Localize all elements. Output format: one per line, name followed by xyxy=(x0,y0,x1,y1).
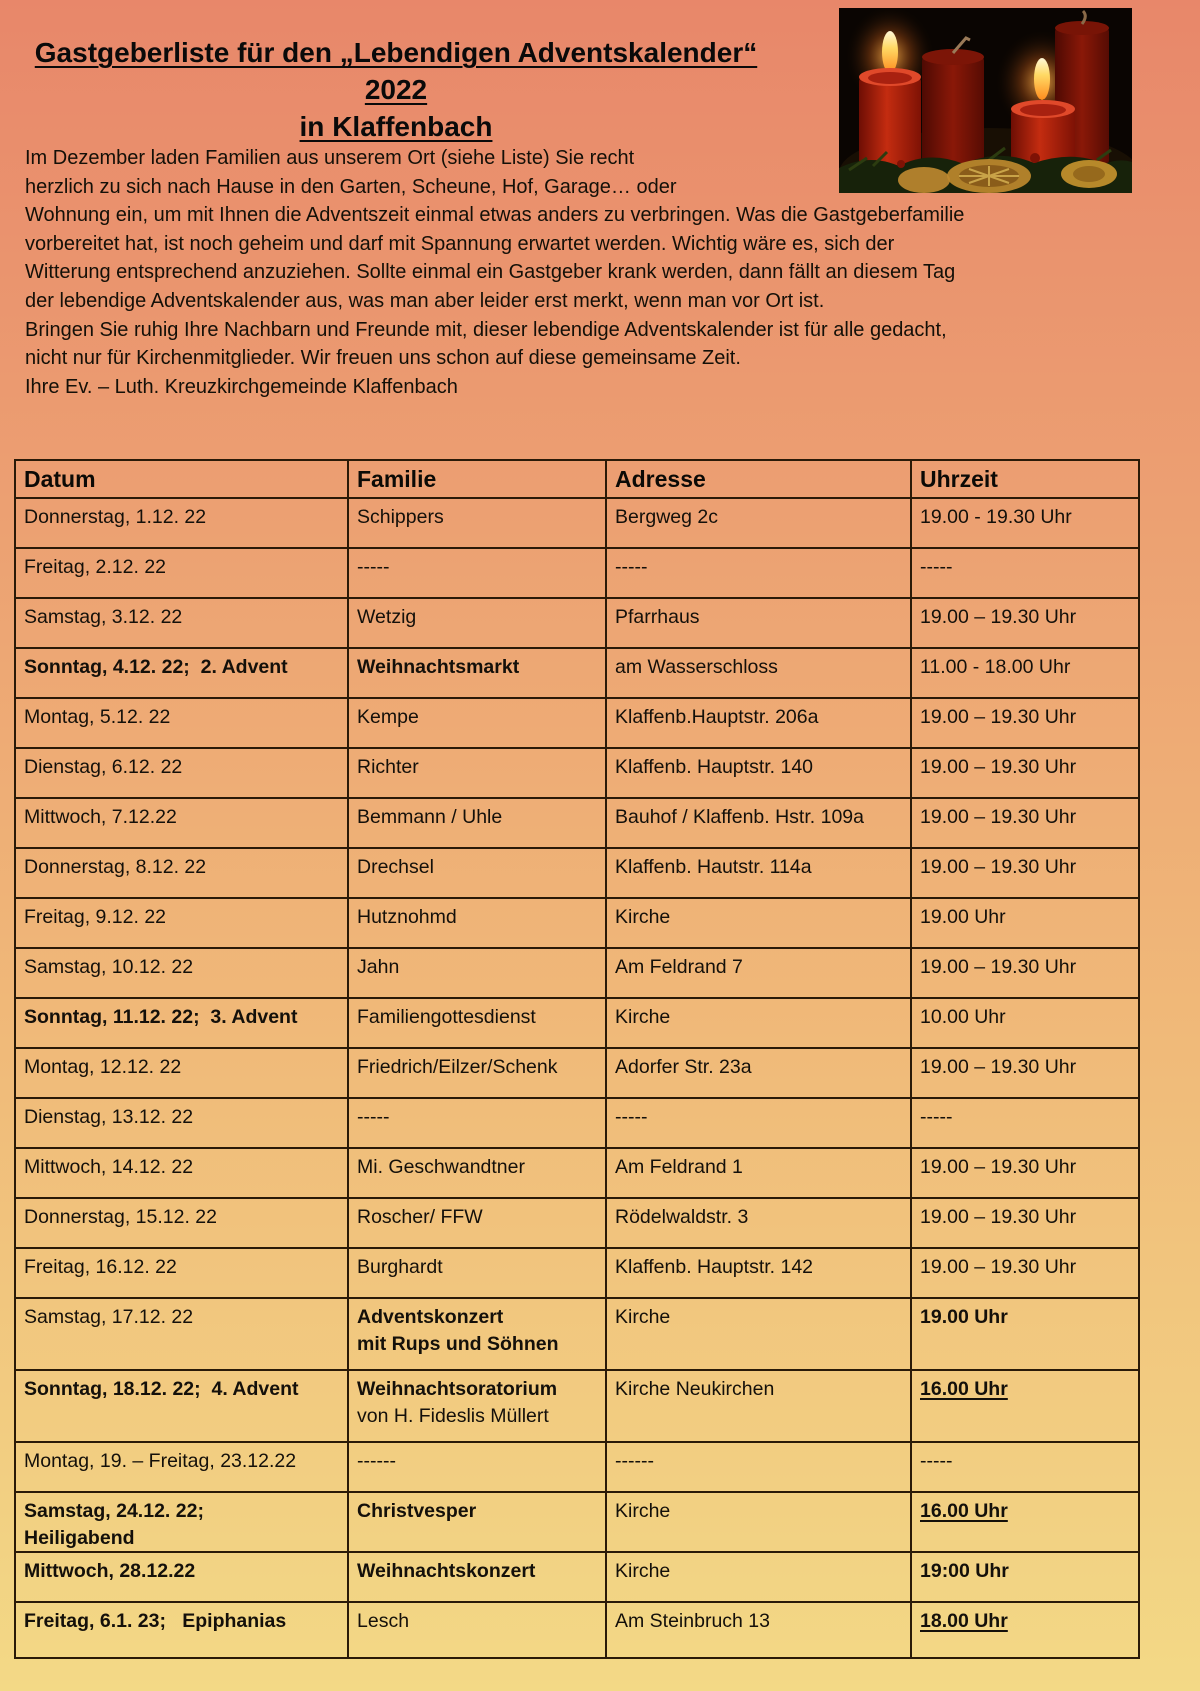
cell-familie: Mi. Geschwandtner xyxy=(348,1148,606,1198)
cell-familie: Weihnachtsoratorium von H. Fideslis Müllert xyxy=(348,1370,606,1442)
cell-datum: Freitag, 9.12. 22 xyxy=(15,898,348,948)
table-row xyxy=(15,1492,1139,1552)
table-row xyxy=(15,548,1139,598)
cell-familie: ----- xyxy=(348,1098,606,1148)
table-row xyxy=(15,598,1139,648)
cell-uhrzeit: 19.00 – 19.30 Uhr xyxy=(911,798,1139,848)
table-row xyxy=(15,1148,1139,1198)
table-row xyxy=(15,1370,1139,1442)
cell-uhrzeit: 19.00 – 19.30 Uhr xyxy=(911,948,1139,998)
cell-uhrzeit: 19.00 – 19.30 Uhr xyxy=(911,698,1139,748)
cell-familie: Jahn xyxy=(348,948,606,998)
cell-datum: Sonntag, 4.12. 22; 2. Advent xyxy=(15,648,348,698)
cell-familie: Bemmann / Uhle xyxy=(348,798,606,848)
table-row xyxy=(15,498,1139,548)
cell-adresse: Klaffenb. Hauptstr. 140 xyxy=(606,748,911,798)
table-row xyxy=(15,1248,1139,1298)
cell-uhrzeit: ----- xyxy=(911,1098,1139,1148)
column-header-uhrzeit: Uhrzeit xyxy=(911,460,1139,498)
cell-adresse: Rödelwaldstr. 3 xyxy=(606,1198,911,1248)
cell-adresse: Kirche Neukirchen xyxy=(606,1370,911,1442)
cell-adresse: Adorfer Str. 23a xyxy=(606,1048,911,1098)
table-row xyxy=(15,748,1139,798)
table-row xyxy=(15,1442,1139,1492)
cell-adresse: ----- xyxy=(606,1098,911,1148)
column-header-adresse: Adresse xyxy=(606,460,911,498)
cell-uhrzeit: 19.00 – 19.30 Uhr xyxy=(911,598,1139,648)
cell-uhrzeit: 19.00 Uhr xyxy=(911,898,1139,948)
cell-datum: Freitag, 16.12. 22 xyxy=(15,1248,348,1298)
intro-line: der lebendige Adventskalender aus, was man aber leider erst merkt, wenn man vor Ort ist. xyxy=(25,289,825,312)
cell-familie: Burghardt xyxy=(348,1248,606,1298)
cell-datum: Donnerstag, 8.12. 22 xyxy=(15,848,348,898)
cell-uhrzeit: 19.00 – 19.30 Uhr xyxy=(911,1248,1139,1298)
cell-familie: Kempe xyxy=(348,698,606,748)
cell-datum: Mittwoch, 7.12.22 xyxy=(15,798,348,848)
cell-datum: Samstag, 10.12. 22 xyxy=(15,948,348,998)
table-row xyxy=(15,948,1139,998)
cell-datum: Dienstag, 13.12. 22 xyxy=(15,1098,348,1148)
table-row xyxy=(15,1098,1139,1148)
cell-datum: Montag, 5.12. 22 xyxy=(15,698,348,748)
cell-datum: Dienstag, 6.12. 22 xyxy=(15,748,348,798)
cell-familie: Drechsel xyxy=(348,848,606,898)
cell-adresse: Am Feldrand 7 xyxy=(606,948,911,998)
page-title-line1: Gastgeberliste für den „Lebendigen Adventskalender“ 2022 xyxy=(34,37,758,105)
intro-line: Witterung entsprechend anzuziehen. Sollte einmal ein Gastgeber krank werden, dann fällt an diesem Tag xyxy=(25,261,956,284)
cell-familie: Christvesper xyxy=(348,1492,606,1552)
cell-familie: Weihnachtsmarkt xyxy=(348,648,606,698)
table-header-row xyxy=(15,460,1139,498)
cell-uhrzeit: 16.00 Uhr xyxy=(911,1492,1139,1552)
cell-datum: Sonntag, 11.12. 22; 3. Advent xyxy=(15,998,348,1048)
page-title-line2: in Klaffenbach xyxy=(299,111,493,142)
table-row xyxy=(15,1198,1139,1248)
cell-uhrzeit: ----- xyxy=(911,548,1139,598)
cell-uhrzeit: 10.00 Uhr xyxy=(911,998,1139,1048)
page-title xyxy=(20,34,772,145)
cell-datum: Donnerstag, 1.12. 22 xyxy=(15,498,348,548)
intro-paragraph xyxy=(25,144,1070,401)
cell-uhrzeit: 19.00 – 19.30 Uhr xyxy=(911,848,1139,898)
cell-adresse: am Wasserschloss xyxy=(606,648,911,698)
table-row xyxy=(15,1298,1139,1370)
intro-line: herzlich zu sich nach Hause in den Garten, Scheune, Hof, Garage… oder xyxy=(25,175,677,198)
cell-familie: ----- xyxy=(348,548,606,598)
cell-datum: Samstag, 24.12. 22; Heiligabend xyxy=(15,1492,348,1552)
table-row xyxy=(15,1602,1139,1658)
column-header-datum: Datum xyxy=(15,460,348,498)
cell-adresse: Kirche xyxy=(606,1298,911,1370)
cell-datum: Samstag, 17.12. 22 xyxy=(15,1298,348,1370)
cell-adresse: Kirche xyxy=(606,998,911,1048)
cell-adresse: Am Feldrand 1 xyxy=(606,1148,911,1198)
cell-datum: Montag, 19. – Freitag, 23.12.22 xyxy=(15,1442,348,1492)
cell-datum: Sonntag, 18.12. 22; 4. Advent xyxy=(15,1370,348,1442)
cell-uhrzeit: 19.00 Uhr xyxy=(911,1298,1139,1370)
cell-uhrzeit: 19:00 Uhr xyxy=(911,1552,1139,1602)
cell-uhrzeit: 19.00 – 19.30 Uhr xyxy=(911,1148,1139,1198)
cell-adresse: ------ xyxy=(606,1442,911,1492)
cell-familie: Weihnachtskonzert xyxy=(348,1552,606,1602)
cell-datum: Donnerstag, 15.12. 22 xyxy=(15,1198,348,1248)
cell-adresse: Klaffenb. Hautstr. 114a xyxy=(606,848,911,898)
cell-familie: ------ xyxy=(348,1442,606,1492)
table-row xyxy=(15,998,1139,1048)
cell-datum: Mittwoch, 28.12.22 xyxy=(15,1552,348,1602)
cell-familie: Wetzig xyxy=(348,598,606,648)
cell-uhrzeit: 19.00 – 19.30 Uhr xyxy=(911,1198,1139,1248)
cell-adresse: Klaffenb. Hauptstr. 142 xyxy=(606,1248,911,1298)
cell-adresse: Kirche xyxy=(606,1492,911,1552)
cell-uhrzeit: 16.00 Uhr xyxy=(911,1370,1139,1442)
table-row xyxy=(15,798,1139,848)
cell-adresse: Pfarrhaus xyxy=(606,598,911,648)
cell-adresse: Kirche xyxy=(606,898,911,948)
cell-familie: Hutznohmd xyxy=(348,898,606,948)
intro-line: Ihre Ev. – Luth. Kreuzkirchgemeinde Klaffenbach xyxy=(25,375,458,398)
intro-line: Im Dezember laden Familien aus unserem Ort (siehe Liste) Sie recht xyxy=(25,147,635,169)
table-row xyxy=(15,1048,1139,1098)
cell-datum: Mittwoch, 14.12. 22 xyxy=(15,1148,348,1198)
cell-datum: Samstag, 3.12. 22 xyxy=(15,598,348,648)
cell-familie: Schippers xyxy=(348,498,606,548)
cell-uhrzeit: 18.00 Uhr xyxy=(911,1602,1139,1658)
cell-adresse: Klaffenb.Hauptstr. 206a xyxy=(606,698,911,748)
table-row xyxy=(15,648,1139,698)
cell-adresse: Am Steinbruch 13 xyxy=(606,1602,911,1658)
cell-adresse: Bergweg 2c xyxy=(606,498,911,548)
cell-datum: Montag, 12.12. 22 xyxy=(15,1048,348,1098)
cell-familie: Friedrich/Eilzer/Schenk xyxy=(348,1048,606,1098)
table-row xyxy=(15,848,1139,898)
cell-familie: Richter xyxy=(348,748,606,798)
cell-uhrzeit: 19.00 – 19.30 Uhr xyxy=(911,1048,1139,1098)
table-row xyxy=(15,1552,1139,1602)
intro-line: Wohnung ein, um mit Ihnen die Adventszeit einmal etwas anders zu verbringen. Was die Gastgeberfamilie xyxy=(25,204,965,227)
cell-adresse: Kirche xyxy=(606,1552,911,1602)
intro-line: nicht nur für Kirchenmitglieder. Wir freuen uns schon auf diese gemeinsame Zeit. xyxy=(25,347,741,370)
cell-adresse: Bauhof / Klaffenb. Hstr. 109a xyxy=(606,798,911,848)
cell-familie: Adventskonzert mit Rups und Söhnen xyxy=(348,1298,606,1370)
cell-uhrzeit: 11.00 - 18.00 Uhr xyxy=(911,648,1139,698)
intro-line: Bringen Sie ruhig Ihre Nachbarn und Freunde mit, dieser lebendige Adventskalender ist für alle gedacht, xyxy=(25,318,947,341)
cell-uhrzeit: ----- xyxy=(911,1442,1139,1492)
cell-familie: Roscher/ FFW xyxy=(348,1198,606,1248)
cell-familie: Lesch xyxy=(348,1602,606,1658)
cell-uhrzeit: 19.00 - 19.30 Uhr xyxy=(911,498,1139,548)
cell-uhrzeit: 19.00 – 19.30 Uhr xyxy=(911,748,1139,798)
cell-datum: Freitag, 6.1. 23; Epiphanias xyxy=(15,1602,348,1658)
table-row xyxy=(15,698,1139,748)
cell-adresse: ----- xyxy=(606,548,911,598)
table-row xyxy=(15,898,1139,948)
cell-datum: Freitag, 2.12. 22 xyxy=(15,548,348,598)
host-table xyxy=(14,459,1140,1659)
intro-line: vorbereitet hat, ist noch geheim und darf mit Spannung erwartet werden. Wichtig wäre es, sich der xyxy=(25,232,895,255)
column-header-familie: Familie xyxy=(348,460,606,498)
cell-familie: Familiengottesdienst xyxy=(348,998,606,1048)
